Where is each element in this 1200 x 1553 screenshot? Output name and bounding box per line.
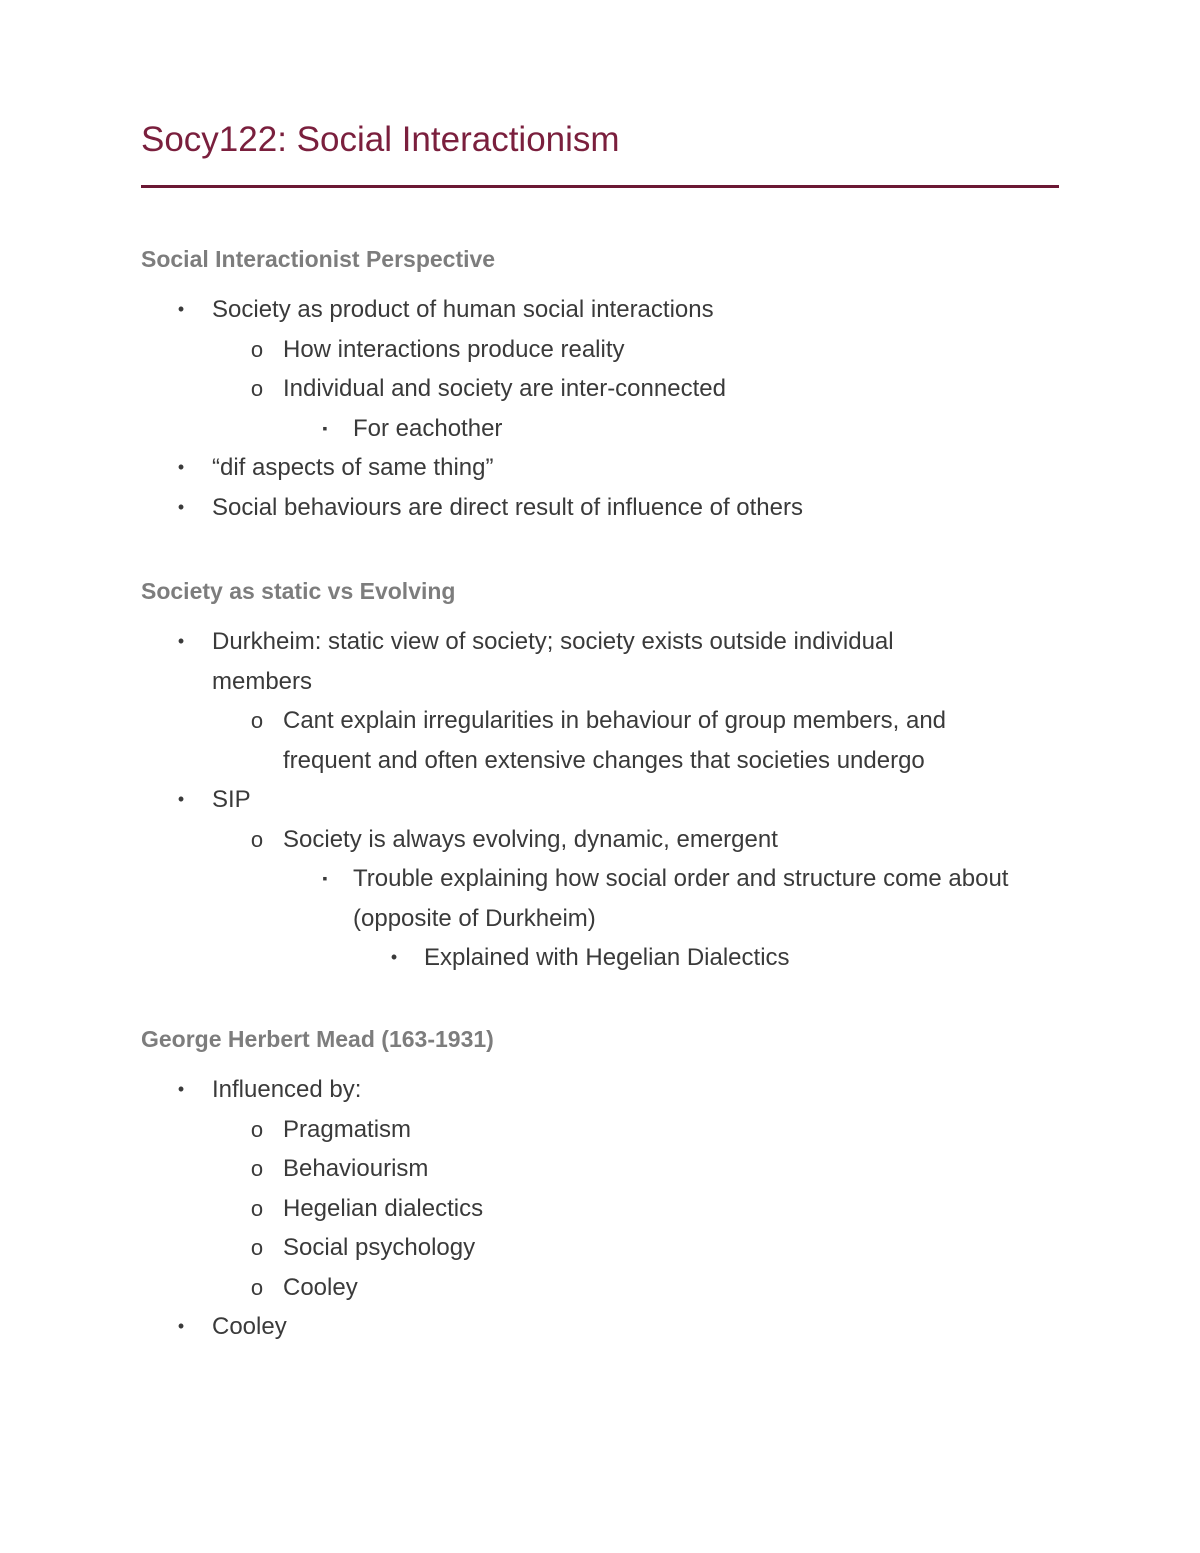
bullet-icon: • bbox=[177, 631, 185, 651]
list-item bbox=[141, 1228, 1059, 1268]
list-item bbox=[141, 938, 1059, 978]
list-item-text: Social behaviours are direct result of influence of others bbox=[212, 493, 803, 521]
section-heading: Social Interactionist Perspective bbox=[141, 246, 496, 272]
bullet-list bbox=[141, 290, 1059, 527]
list-item bbox=[141, 622, 1059, 701]
circle-bullet-icon: o bbox=[250, 376, 264, 401]
circle-bullet-icon: o bbox=[250, 1235, 264, 1260]
list-item-text: Cooley bbox=[212, 1313, 287, 1340]
circle-bullet-icon: o bbox=[250, 708, 264, 733]
section-social-interactionist-perspective bbox=[141, 244, 1059, 527]
list-item bbox=[141, 701, 1059, 780]
circle-bullet-icon: o bbox=[250, 1156, 264, 1181]
title-underline bbox=[141, 185, 1059, 188]
section-heading: George Herbert Mead (163-1931) bbox=[141, 1026, 494, 1052]
list-item-text: Society as product of human social interactions bbox=[212, 296, 714, 323]
list-item-text: SIP bbox=[212, 786, 251, 813]
section-society-static-vs-evolving bbox=[141, 576, 1059, 978]
list-item-text: Hegelian dialectics bbox=[283, 1194, 484, 1222]
circle-bullet-icon: o bbox=[250, 1195, 264, 1221]
list-item-text: How interactions produce reality bbox=[283, 335, 625, 363]
list-item bbox=[141, 1070, 1059, 1110]
list-item bbox=[141, 409, 1059, 449]
bullet-icon: • bbox=[177, 1079, 185, 1099]
list-item bbox=[141, 290, 1059, 330]
list-item-text: Pragmatism bbox=[283, 1115, 412, 1143]
list-item-text: Society is always evolving, dynamic, emergent bbox=[283, 825, 778, 853]
circle-bullet-icon: o bbox=[250, 336, 264, 362]
list-item-text: Cooley bbox=[283, 1273, 358, 1301]
bullet-icon: • bbox=[177, 496, 185, 517]
list-item-text: “dif aspects of same thing” bbox=[212, 454, 494, 481]
list-item-text: Cant explain irregularities in behaviour of group members, and frequent and often extensive changes that societies undergo bbox=[283, 707, 947, 774]
bullet-icon: • bbox=[390, 947, 398, 967]
bullet-icon: • bbox=[177, 789, 185, 809]
section-heading: Society as static vs Evolving bbox=[141, 578, 456, 604]
section-george-herbert-mead bbox=[141, 1024, 1059, 1347]
bullet-list bbox=[141, 622, 1059, 978]
list-item-text: Individual and society are inter-connected bbox=[283, 375, 726, 402]
list-item-text: Durkheim: static view of society; society exists outside individual members bbox=[212, 628, 894, 695]
list-item-text: Trouble explaining how social order and structure come about (opposite of Durkheim) bbox=[353, 865, 1009, 932]
list-item bbox=[141, 1307, 1059, 1347]
bullet-icon: • bbox=[177, 1316, 185, 1336]
list-item bbox=[141, 369, 1059, 409]
list-item-text: Behaviourism bbox=[283, 1155, 429, 1182]
list-item-text: Social psychology bbox=[283, 1234, 476, 1261]
circle-bullet-icon: o bbox=[250, 826, 264, 852]
document-title: Socy122: Social Interactionism bbox=[141, 120, 620, 159]
list-item bbox=[141, 1110, 1059, 1150]
list-item bbox=[141, 448, 1059, 488]
square-bullet-icon: ▪ bbox=[322, 419, 328, 436]
circle-bullet-icon: o bbox=[250, 1116, 264, 1142]
list-item bbox=[141, 859, 1059, 938]
bullet-list bbox=[141, 1070, 1059, 1347]
list-item bbox=[141, 1189, 1059, 1229]
list-item bbox=[141, 820, 1059, 860]
bullet-icon: • bbox=[177, 457, 185, 477]
list-item bbox=[141, 1149, 1059, 1189]
list-item-text: Influenced by: bbox=[212, 1076, 362, 1103]
list-item bbox=[141, 488, 1059, 528]
square-bullet-icon: ▪ bbox=[322, 870, 328, 886]
list-item bbox=[141, 330, 1059, 370]
list-item-text: For eachother bbox=[353, 414, 503, 442]
bullet-icon: • bbox=[177, 299, 185, 319]
list-item bbox=[141, 780, 1059, 820]
circle-bullet-icon: o bbox=[250, 1274, 264, 1300]
list-item-text: Explained with Hegelian Dialectics bbox=[424, 944, 790, 971]
list-item bbox=[141, 1268, 1059, 1308]
